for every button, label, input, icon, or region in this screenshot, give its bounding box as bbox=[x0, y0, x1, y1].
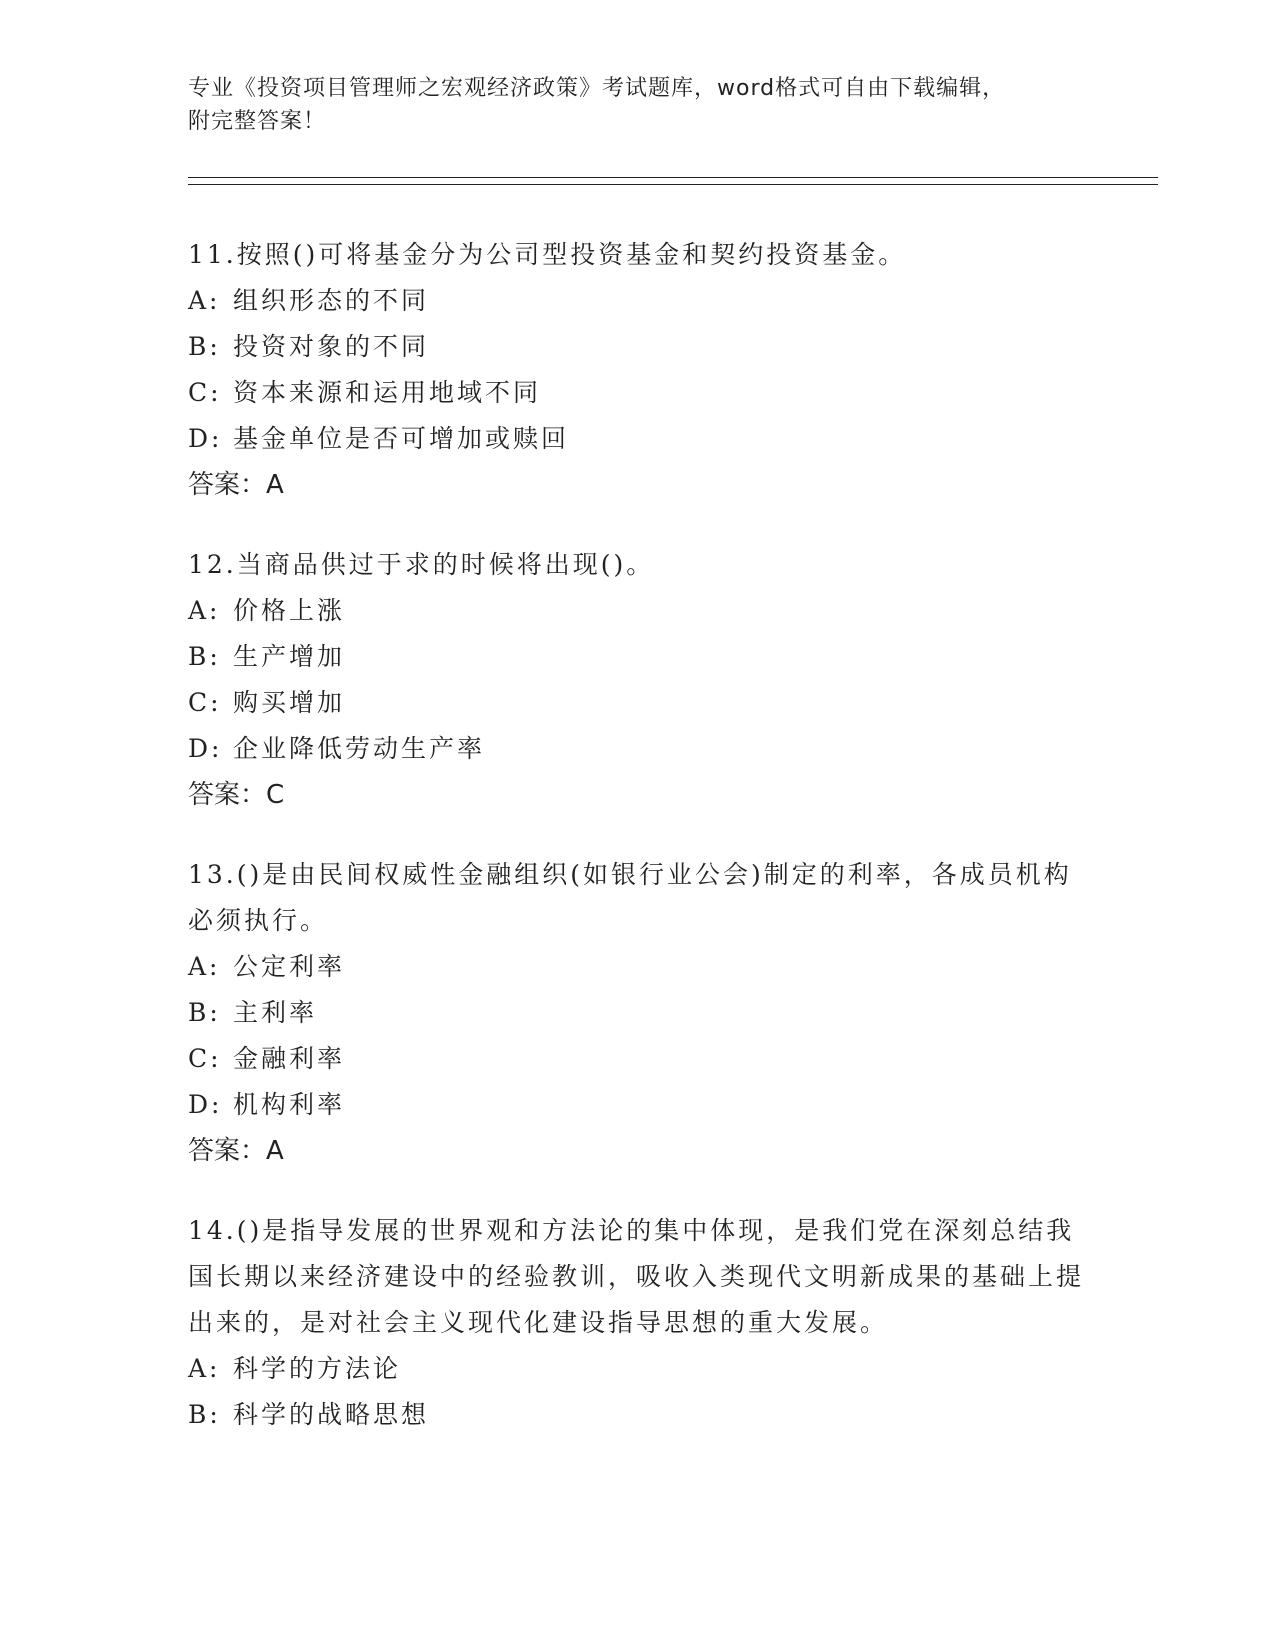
option-letter: B: bbox=[188, 642, 221, 671]
option-letter: A: bbox=[188, 286, 221, 315]
option-text: 资本来源和运用地域不同 bbox=[233, 378, 542, 407]
option-letter: C: bbox=[188, 1044, 222, 1073]
option-a bbox=[188, 944, 1088, 990]
option-b bbox=[188, 634, 1088, 680]
option-text: 基金单位是否可增加或赎回 bbox=[233, 424, 570, 453]
option-letter: C: bbox=[188, 378, 222, 407]
question-text: 13.()是由民间权威性金融组织(如银行业公会)制定的利率，各成员机构必须执行。 bbox=[188, 860, 1072, 935]
option-d bbox=[188, 1082, 1088, 1128]
option-letter: B: bbox=[188, 1400, 221, 1429]
option-d bbox=[188, 416, 1088, 462]
answer-line: 答案：A bbox=[188, 470, 284, 500]
option-b bbox=[188, 324, 1088, 370]
option-text: 购买增加 bbox=[233, 688, 346, 717]
option-text: 金融利率 bbox=[233, 1044, 346, 1073]
question-12 bbox=[188, 542, 1088, 818]
option-text: 价格上涨 bbox=[233, 596, 346, 625]
option-text: 公定利率 bbox=[233, 952, 346, 981]
option-text: 生产增加 bbox=[233, 642, 346, 671]
option-letter: A: bbox=[188, 1354, 221, 1383]
option-letter: B: bbox=[188, 998, 221, 1027]
option-d bbox=[188, 726, 1088, 772]
option-c bbox=[188, 680, 1088, 726]
option-text: 组织形态的不同 bbox=[233, 286, 430, 315]
answer-line: 答案：C bbox=[188, 780, 285, 810]
option-a bbox=[188, 278, 1088, 324]
option-text: 投资对象的不同 bbox=[233, 332, 430, 361]
option-text: 企业降低劳动生产率 bbox=[233, 734, 486, 763]
question-11 bbox=[188, 232, 1088, 508]
option-letter: D: bbox=[188, 1090, 223, 1119]
question-text: 11.按照()可将基金分为公司型投资基金和契约投资基金。 bbox=[188, 240, 907, 269]
option-b bbox=[188, 990, 1088, 1036]
question-text: 12.当商品供过于求的时候将出现()。 bbox=[188, 550, 655, 579]
document-header bbox=[188, 72, 1068, 138]
question-text: 14.()是指导发展的世界观和方法论的集中体现，是我们党在深刻总结我国长期以来经济建设中的经验教训，吸收入类现代文明新成果的基础上提出来的，是对社会主义现代化建设指导思想的重大发展。 bbox=[188, 1216, 1085, 1337]
option-letter: C: bbox=[188, 688, 222, 717]
header-double-rule bbox=[188, 177, 1158, 185]
option-c bbox=[188, 1036, 1088, 1082]
option-letter: A: bbox=[188, 952, 221, 981]
option-a bbox=[188, 1346, 1088, 1392]
option-text: 科学的战略思想 bbox=[233, 1400, 430, 1429]
option-a bbox=[188, 588, 1088, 634]
option-letter: D: bbox=[188, 734, 223, 763]
option-letter: B: bbox=[188, 332, 221, 361]
question-list bbox=[188, 232, 1088, 1472]
option-b bbox=[188, 1392, 1088, 1438]
question-13 bbox=[188, 852, 1088, 1174]
option-text: 科学的方法论 bbox=[233, 1354, 402, 1383]
option-text: 机构利率 bbox=[233, 1090, 346, 1119]
question-14 bbox=[188, 1208, 1088, 1438]
option-text: 主利率 bbox=[233, 998, 318, 1027]
option-letter: D: bbox=[188, 424, 223, 453]
header-line-2: 附完整答案！ bbox=[188, 109, 327, 134]
answer-line: 答案：A bbox=[188, 1136, 284, 1166]
option-c bbox=[188, 370, 1088, 416]
header-line-1: 专业《投资项目管理师之宏观经济政策》考试题库，word格式可自由下载编辑， bbox=[188, 76, 1006, 101]
option-letter: A: bbox=[188, 596, 221, 625]
